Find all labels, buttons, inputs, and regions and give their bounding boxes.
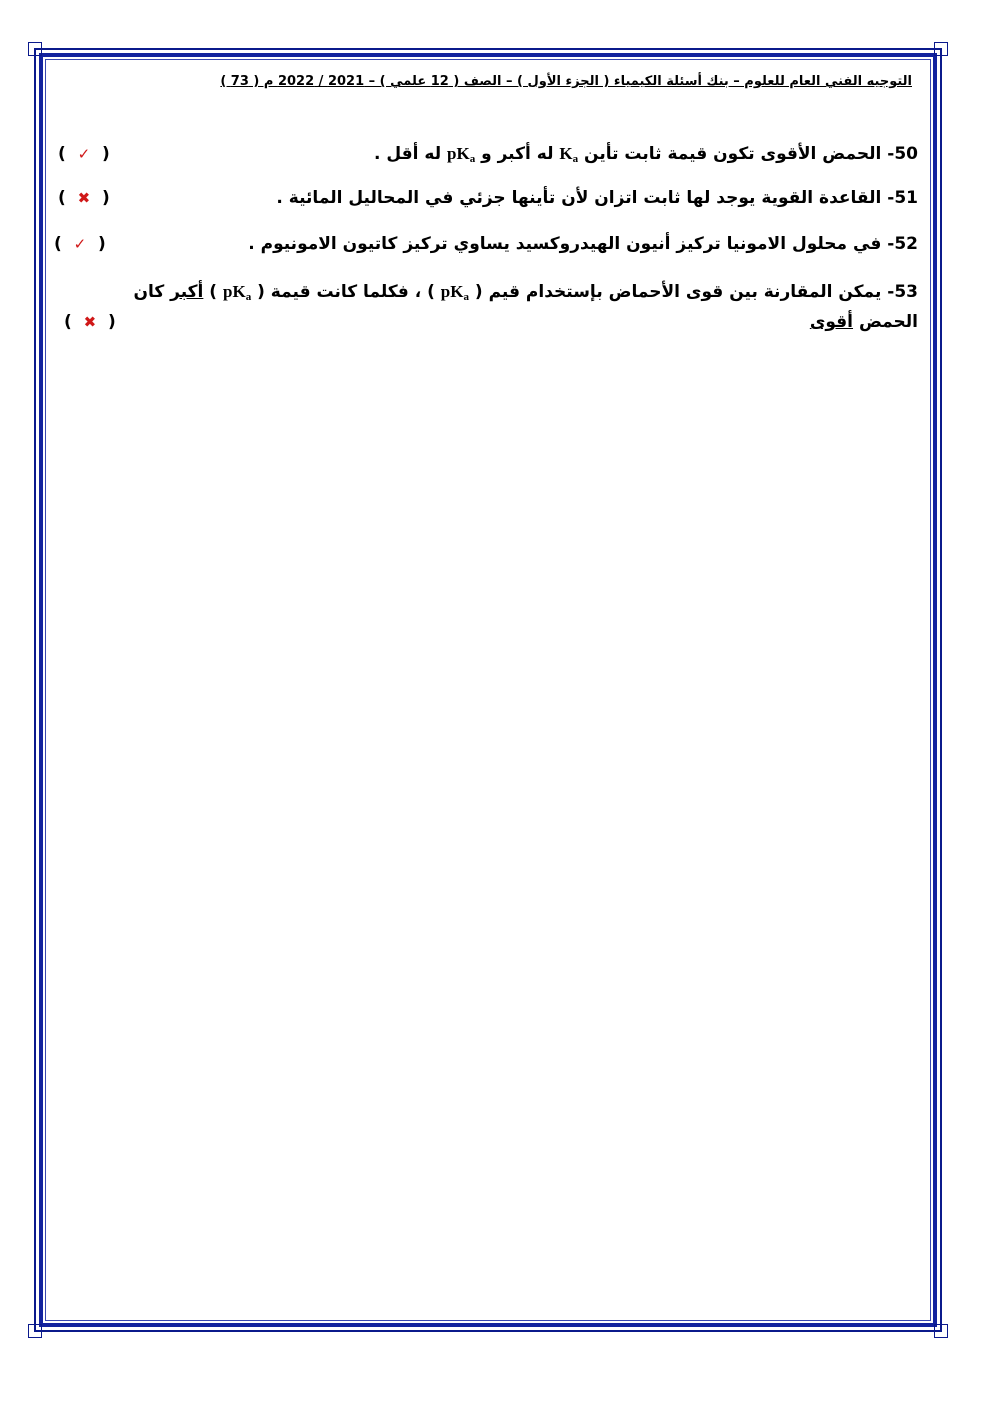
question-number: 50- xyxy=(887,144,918,164)
underlined-word: أكبر xyxy=(170,282,204,302)
border-corner-top-left xyxy=(28,42,42,56)
cross-icon: ✖ xyxy=(77,189,91,207)
underlined-word: أقوى xyxy=(809,312,854,332)
border-corner-top-right xyxy=(934,42,948,56)
question-text: 50- الحمض الأقوى تكون قيمة ثابت تأين $K_a$ له أكبر و $pK_a$ له أقل . xyxy=(373,144,918,165)
cross-icon: ✖ xyxy=(83,313,97,331)
question-text: 53- يمكن المقارنة بين قوى الأحماض بإستخدام قيم ( $pK_a$ ) ، فكلما كانت قيمة ( $pK_a$ ) أكبر كان xyxy=(133,282,918,303)
answer-mark: ( ✓ ) xyxy=(54,234,106,254)
check-icon: ✓ xyxy=(73,235,87,253)
pka-symbol: $pK_a$ xyxy=(440,282,469,303)
border-corner-bottom-right xyxy=(934,1324,948,1338)
answer-mark: ( ✖ ) xyxy=(58,188,110,208)
question-text: 51- القاعدة القوية يوجد لها ثابت اتزان لأن تأينها جزئي في المحاليل المائية . xyxy=(276,188,918,208)
pka-symbol: $pK_a$ xyxy=(447,144,476,165)
question-number: 52- xyxy=(887,234,918,254)
question-number: 51- xyxy=(887,188,918,208)
question-number: 53- xyxy=(887,282,918,302)
ka-symbol: $K_a$ xyxy=(559,144,579,165)
page-header: التوجيه الفني العام للعلوم – بنك أسئلة الكيمياء ( الجزء الأول ) – الصف ( 12 علمي ) – 2021 / 2022 م ( 73 ) xyxy=(220,74,912,89)
question-text: 52- في محلول الامونيا تركيز أنيون الهيدروكسيد يساوي تركيز كاتيون الامونيوم . xyxy=(248,234,918,254)
check-icon: ✓ xyxy=(77,145,91,163)
answer-mark: ( ✓ ) xyxy=(58,144,110,164)
border-corner-bottom-left xyxy=(28,1324,42,1338)
answer-mark: ( ✖ ) xyxy=(64,312,116,332)
question-text-line2: الحمض أقوى xyxy=(809,312,918,332)
pka-symbol: $pK_a$ xyxy=(223,282,252,303)
